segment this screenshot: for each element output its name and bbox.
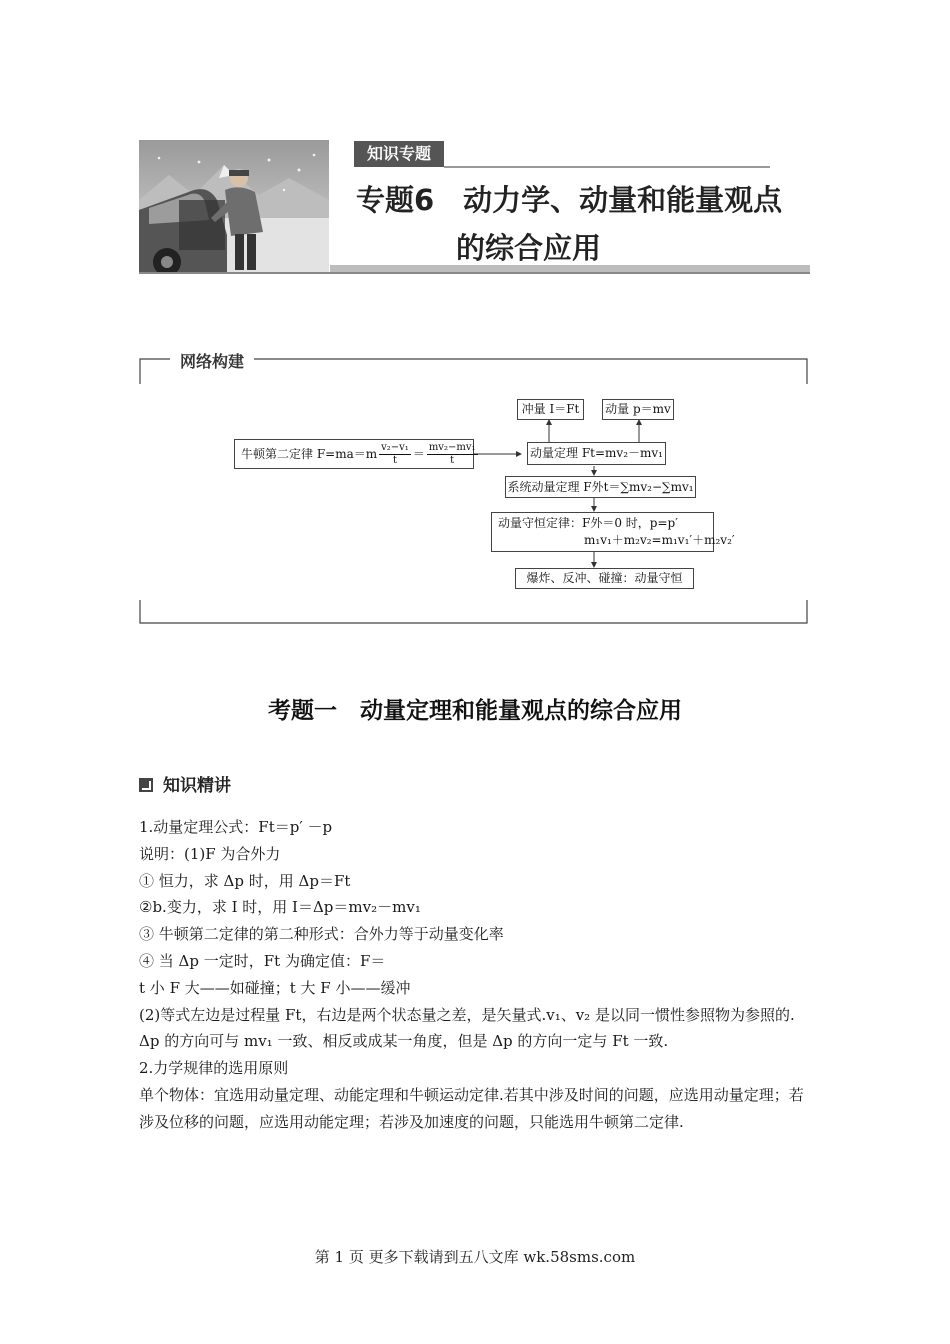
newton-law-box [234,439,474,469]
body-line: 单个物体：宜选用动量定理、动能定理和牛顿运动定律.若其中涉及时间的问题，应选用动量定理；若涉及位移的问题，应选用动能定理；若涉及加速度的问题，只能选用牛顿第二定律. [139,1085,804,1131]
conservation-line1: 动量守恒定律：F外＝0 时，p=p′ [498,516,678,530]
body-line: 2.力学规律的选用原则 [139,1059,289,1078]
newton-equals: ＝ [412,447,425,461]
chapter-title-line2: 的综合应用 [456,231,602,265]
impulse-box: 冲量 I＝Ft [517,399,584,420]
subsection-heading-text: 知识精讲 [163,776,231,796]
chapter-title-line1: 专题6 动力学、动量和能量观点 [356,183,783,217]
car-person-illustration [139,140,329,272]
section-title: 考题一 动量定理和能量观点的综合应用 [268,698,682,724]
page-footer: 第 1 页 更多下载请到五八文库 wk.58sms.com [314,1248,636,1266]
body-text [139,814,811,1136]
body-line: ③ 牛顿第二定律的第二种形式：合外力等于动量变化率 [139,925,504,944]
subsection-heading [139,771,231,796]
body-line: ②b.变力，求 I 时，用 I＝Δp＝mv₂－mv₁ [139,898,421,917]
topic-tag: 知识专题 [354,141,444,167]
body-line: Δp 的方向可与 mv₁ 一致、相反或成某一角度，但是 Δp 的方向一定与 Ft 一致. [139,1032,669,1051]
body-line: ④ 当 Δp 一定时，Ft 为确定值：F＝ [139,951,386,970]
checkbox-icon [139,778,153,792]
body-line: 说明：(1)F 为合外力 [139,844,281,863]
conservation-box [491,512,735,552]
banner-illustration [139,140,329,272]
momentum-box: 动量 p＝mv [602,399,674,420]
banner-underline [139,272,810,274]
frac1-numerator: v₂−v₁ [381,442,409,453]
newton-law-text: 牛顿第二定律 F=ma＝m [241,447,378,461]
body-line: t 小 F 大——如碰撞；t 大 F 小——缓冲 [139,978,411,997]
body-line: ① 恒力，求 Δp 时，用 Δp＝Ft [139,871,351,890]
frac2-denominator: t [450,455,455,466]
conservation-line2: m₁v₁＋m₂v₂=m₁v₁′＋m₂v₂′ [584,533,735,547]
frac2-numerator: mv₂−mv₁ [428,442,476,453]
tag-rule [444,166,770,168]
diagram-arrows [139,358,808,624]
body-line: (2)等式左边是过程量 Ft，右边是两个状态量之差，是矢量式.v₁、v₂ 是以同一惯性参照物为参照的. [139,1005,795,1024]
frac1-denominator: t [392,455,397,466]
body-line: 1.动量定理公式：Ft＝p′ －p [139,818,333,836]
system-theorem-box: 系统动量定理 F外t＝∑mv₂−∑mv₁ [505,476,696,498]
momentum-theorem-box: 动量定理 Ft=mv₂－mv₁ [527,442,666,465]
newton-fraction-1 [379,442,411,467]
application-box: 爆炸、反冲、碰撞：动量守恒 [515,568,694,589]
network-label: 网络构建 [170,349,254,372]
newton-fraction-2 [427,442,478,467]
